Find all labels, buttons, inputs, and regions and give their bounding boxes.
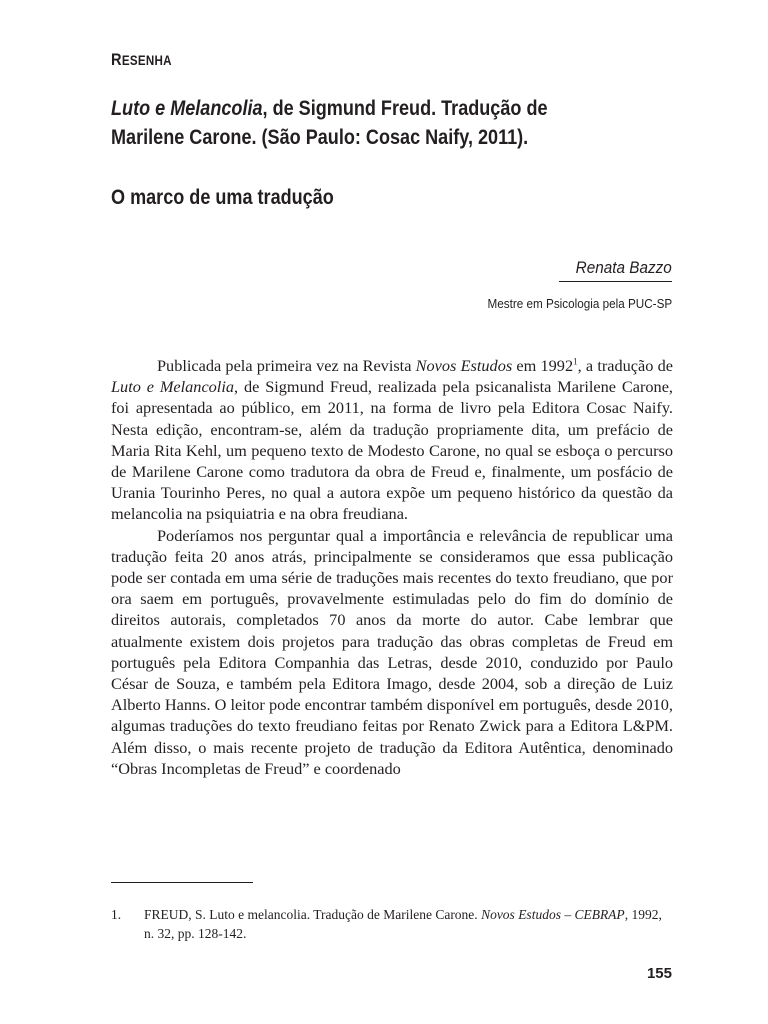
footnote-text-1: FREUD, S. Luto e melancolia. Tradução de Marilene Carone. [144, 907, 482, 922]
p1-book-title: Luto e Melancolia [111, 377, 234, 397]
body-paragraph-2: Poderíamos nos perguntar qual a importância e relevância de republicar uma tradução feita 20 anos atrás, principalmente se consideramos que essa publicação pode ser contada em uma série de traduções mais recentes do texto freudiano, que por ora saem em português, provavelmente estimuladas pelo do fim do domínio de direitos autorais, completados 70 anos da morte do autor. Cabe lembrar que atualmente existem dois projetos para tradução das obras completas de Freud em português pela Editora Companhia das Letras, desde 2010, conduzido por Paulo César de Souza, e também pela Editora Imago, desde 2004, sob a direção de Luiz Alberto Hanns. O leitor pode encontrar também disponível em português, desde 2010, algumas traduções do texto freudiano feitas por Renato Zwick para a Editora L&PM. Além disso, o mais recente projeto de tradução da Editora Autêntica, denominado “Obras Incompletas de Freud” e coordenado [111, 525, 673, 778]
footnote-rule [111, 882, 253, 883]
footnote-reference[interactable]: 1 [573, 356, 578, 367]
footnote-text-2: , 1992, n. 32, pp. 128-142. [144, 907, 662, 941]
author-name: Renata Bazzo [575, 258, 672, 277]
footnote-journal: Novos Estudos – CEBRAP [481, 907, 625, 922]
author-block [467, 258, 672, 311]
book-reference-line2: Marilene Carone. (São Paulo: Cosac Naify, 2011). [111, 126, 529, 149]
section-label-rest: ESENHA [121, 53, 172, 68]
section-label [111, 50, 172, 70]
page-number: 155 [646, 965, 672, 982]
p1-text-2: em 1992 [512, 356, 574, 375]
p1-text-1: Publicada pela primeira vez na Revista [157, 356, 416, 375]
author-affiliation: Mestre em Psicologia pela PUC-SP [487, 296, 672, 311]
p1-text-4: , de Sigmund Freud, realizada pela psicanalista Marilene Carone, foi apresentada ao público, em 2011, na forma de livro pela Editora Cosac Naify. Nesta edição, encontram-se, além da tradução propriamente dita, um prefácio de Maria Rita Kehl, um pequeno texto de Modesto Carone, no qual se esboça o percurso de Marilene Carone como tradutora da obra de Freud e, finalmente, um posfácio de Urania Tourinho Peres, no qual a autora expõe um pequeno histórico da questão da melancolia na psiquiatria e na obra freudiana. [111, 377, 673, 524]
book-work-title: Luto e Melancolia [111, 97, 263, 120]
p1-text-3: , a tradução de [577, 356, 674, 375]
footnote-text [144, 905, 673, 943]
section-label-initial: R [111, 50, 122, 69]
article-title: O marco de uma tradução [111, 186, 334, 209]
footnote-number: 1. [111, 907, 122, 922]
article-body [111, 355, 673, 779]
footnote-1 [111, 905, 673, 943]
book-reference [111, 94, 661, 152]
p1-journal-title: Novos Estudos [415, 356, 513, 375]
body-paragraph-1 [111, 355, 673, 525]
book-reference-line1-rest: , de Sigmund Freud. Tradução de [262, 97, 548, 120]
